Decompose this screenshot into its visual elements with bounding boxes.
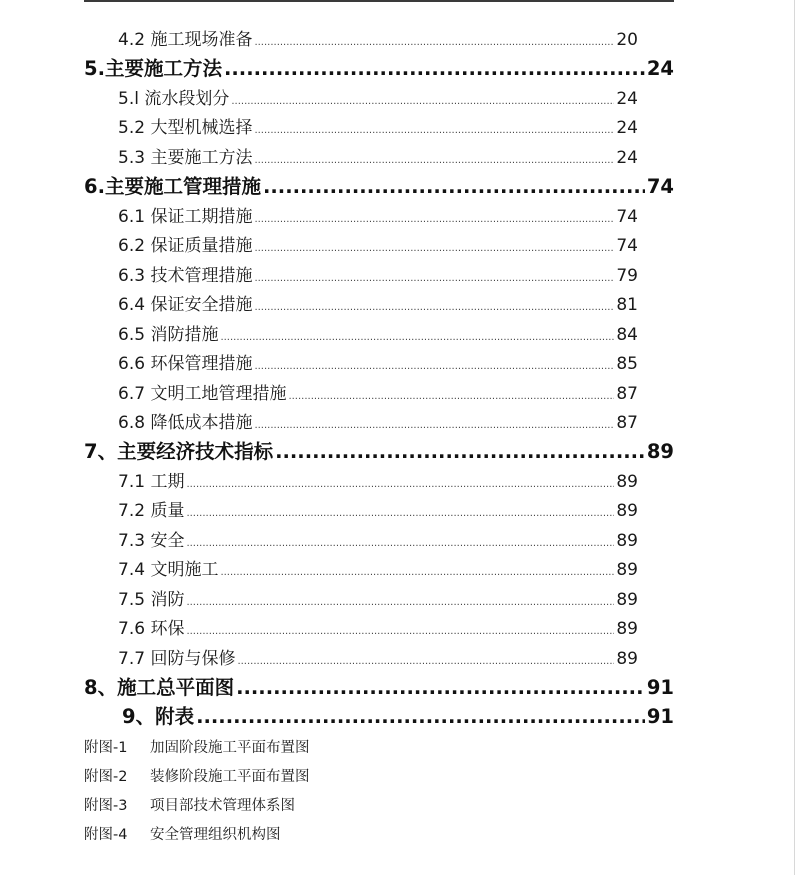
toc-heading-label: 5.主要施工方法 <box>84 57 222 80</box>
toc-entry-page: 81 <box>616 295 638 315</box>
toc-heading[interactable] <box>84 171 674 200</box>
toc-entry-label: 7.5 消防 <box>118 590 185 610</box>
toc-leader-dots <box>254 361 614 372</box>
toc-entry-page: 24 <box>616 148 638 168</box>
toc-entry[interactable] <box>118 467 638 496</box>
toc-entry-page: 24 <box>616 118 638 138</box>
appendix-title: 装修阶段施工平面布置图 <box>150 769 310 785</box>
toc-entry-page: 89 <box>616 531 638 551</box>
toc-entry-page: 24 <box>616 89 638 109</box>
toc-heading-label: 9、附表 <box>122 705 195 728</box>
toc-heading-label: 8、施工总平面图 <box>84 676 235 699</box>
toc-entry[interactable] <box>118 25 638 54</box>
toc-leader-dots <box>220 567 614 578</box>
toc-entry[interactable] <box>118 290 638 319</box>
toc-entry[interactable] <box>118 614 638 643</box>
toc-leader-dots <box>236 676 645 699</box>
toc-leader-dots <box>254 155 614 166</box>
toc-leader-dots <box>254 37 614 48</box>
toc-entry[interactable] <box>118 496 638 525</box>
toc-entry[interactable] <box>118 113 638 142</box>
toc-entry-page: 87 <box>616 384 638 404</box>
toc-entry-page: 89 <box>616 619 638 639</box>
toc-entry-label: 6.2 保证质量措施 <box>118 236 253 256</box>
toc-entry[interactable] <box>118 143 638 172</box>
toc-entry-label: 5.l 流水段划分 <box>118 89 230 109</box>
toc-entry-label: 7.2 质量 <box>118 501 185 521</box>
top-rule <box>84 0 674 2</box>
toc-leader-dots <box>275 440 645 463</box>
toc-entry-page: 89 <box>616 560 638 580</box>
toc-entry-page: 74 <box>616 207 638 227</box>
toc-leader-dots <box>186 597 614 608</box>
appendix-title: 加固阶段施工平面布置图 <box>150 740 310 756</box>
toc-entry-page: 84 <box>616 325 638 345</box>
toc-entry[interactable] <box>118 202 638 231</box>
toc-leader-dots <box>254 273 614 284</box>
toc-leader-dots <box>196 705 645 728</box>
toc-leader-dots <box>288 391 614 402</box>
toc-entry-page: 87 <box>616 413 638 433</box>
appendix-code: 附图-2 <box>84 769 128 785</box>
toc-heading-page: 89 <box>646 440 674 463</box>
toc-leader-dots <box>186 538 614 549</box>
toc-entry-page: 20 <box>616 30 638 50</box>
toc-leader-dots <box>254 214 614 225</box>
toc-entry-label: 7.4 文明施工 <box>118 560 219 580</box>
toc-entry-page: 89 <box>616 649 638 669</box>
appendix-code: 附图-1 <box>84 740 128 756</box>
toc-entry[interactable] <box>118 320 638 349</box>
toc-leader-dots <box>220 332 614 343</box>
toc-entry-page: 85 <box>616 354 638 374</box>
toc-leader-dots <box>224 57 645 80</box>
toc-leader-dots <box>254 125 614 136</box>
toc-leader-dots <box>263 175 645 198</box>
toc-entry-label: 5.3 主要施工方法 <box>118 148 253 168</box>
toc-heading-label: 7、主要经济技术指标 <box>84 440 274 463</box>
toc-entry-label: 6.3 技术管理措施 <box>118 266 253 286</box>
toc-entry-label: 6.7 文明工地管理措施 <box>118 384 287 404</box>
toc-leader-dots <box>186 626 614 637</box>
toc-heading[interactable] <box>122 701 674 730</box>
toc-heading[interactable] <box>84 672 674 701</box>
toc-entry-label: 7.7 回防与保修 <box>118 649 236 669</box>
toc-entry-page: 74 <box>616 236 638 256</box>
appendix-title: 安全管理组织机构图 <box>150 827 281 843</box>
toc-leader-dots <box>254 243 614 254</box>
toc-heading[interactable] <box>84 436 674 465</box>
toc-heading-page: 91 <box>646 676 674 699</box>
toc-heading-page: 74 <box>646 175 674 198</box>
toc-entry-label: 6.5 消防措施 <box>118 325 219 345</box>
appendix-item[interactable] <box>84 765 310 786</box>
toc-entry-label: 6.1 保证工期措施 <box>118 207 253 227</box>
toc-entry[interactable] <box>118 555 638 584</box>
toc-heading-page: 91 <box>646 705 674 728</box>
toc-entry-page: 89 <box>616 590 638 610</box>
toc-entry-page: 89 <box>616 472 638 492</box>
toc-entry-label: 7.3 安全 <box>118 531 185 551</box>
toc-entry[interactable] <box>118 379 638 408</box>
toc-leader-dots <box>254 302 614 313</box>
toc-entry-label: 6.8 降低成本措施 <box>118 413 253 433</box>
appendix-item[interactable] <box>84 823 281 844</box>
toc-entry-label: 6.4 保证安全措施 <box>118 295 253 315</box>
toc-entry[interactable] <box>118 261 638 290</box>
toc-heading-label: 6.主要施工管理措施 <box>84 175 261 198</box>
toc-entry-label: 6.6 环保管理措施 <box>118 354 253 374</box>
toc-entry-label: 4.2 施工现场准备 <box>118 30 253 50</box>
appendix-code: 附图-4 <box>84 827 128 843</box>
appendix-item[interactable] <box>84 794 295 815</box>
toc-entry-page: 79 <box>616 266 638 286</box>
appendix-title: 项目部技术管理体系图 <box>150 798 295 814</box>
toc-leader-dots <box>237 656 614 667</box>
toc-leader-dots <box>186 479 614 490</box>
toc-entry[interactable] <box>118 644 638 673</box>
toc-entry[interactable] <box>118 84 638 113</box>
toc-heading[interactable] <box>84 53 674 82</box>
toc-entry-label: 7.1 工期 <box>118 472 185 492</box>
toc-entry[interactable] <box>118 349 638 378</box>
toc-leader-dots <box>231 96 614 107</box>
toc-entry-page: 89 <box>616 501 638 521</box>
appendix-code: 附图-3 <box>84 798 128 814</box>
toc-leader-dots <box>254 420 614 431</box>
appendix-item[interactable] <box>84 736 310 757</box>
toc-entry[interactable] <box>118 526 638 555</box>
toc-entry-label: 7.6 环保 <box>118 619 185 639</box>
toc-entry[interactable] <box>118 231 638 260</box>
toc-entry-label: 5.2 大型机械选择 <box>118 118 253 138</box>
toc-heading-page: 24 <box>646 57 674 80</box>
toc-leader-dots <box>186 508 614 519</box>
toc-entry[interactable] <box>118 585 638 614</box>
toc-entry[interactable] <box>118 408 638 437</box>
